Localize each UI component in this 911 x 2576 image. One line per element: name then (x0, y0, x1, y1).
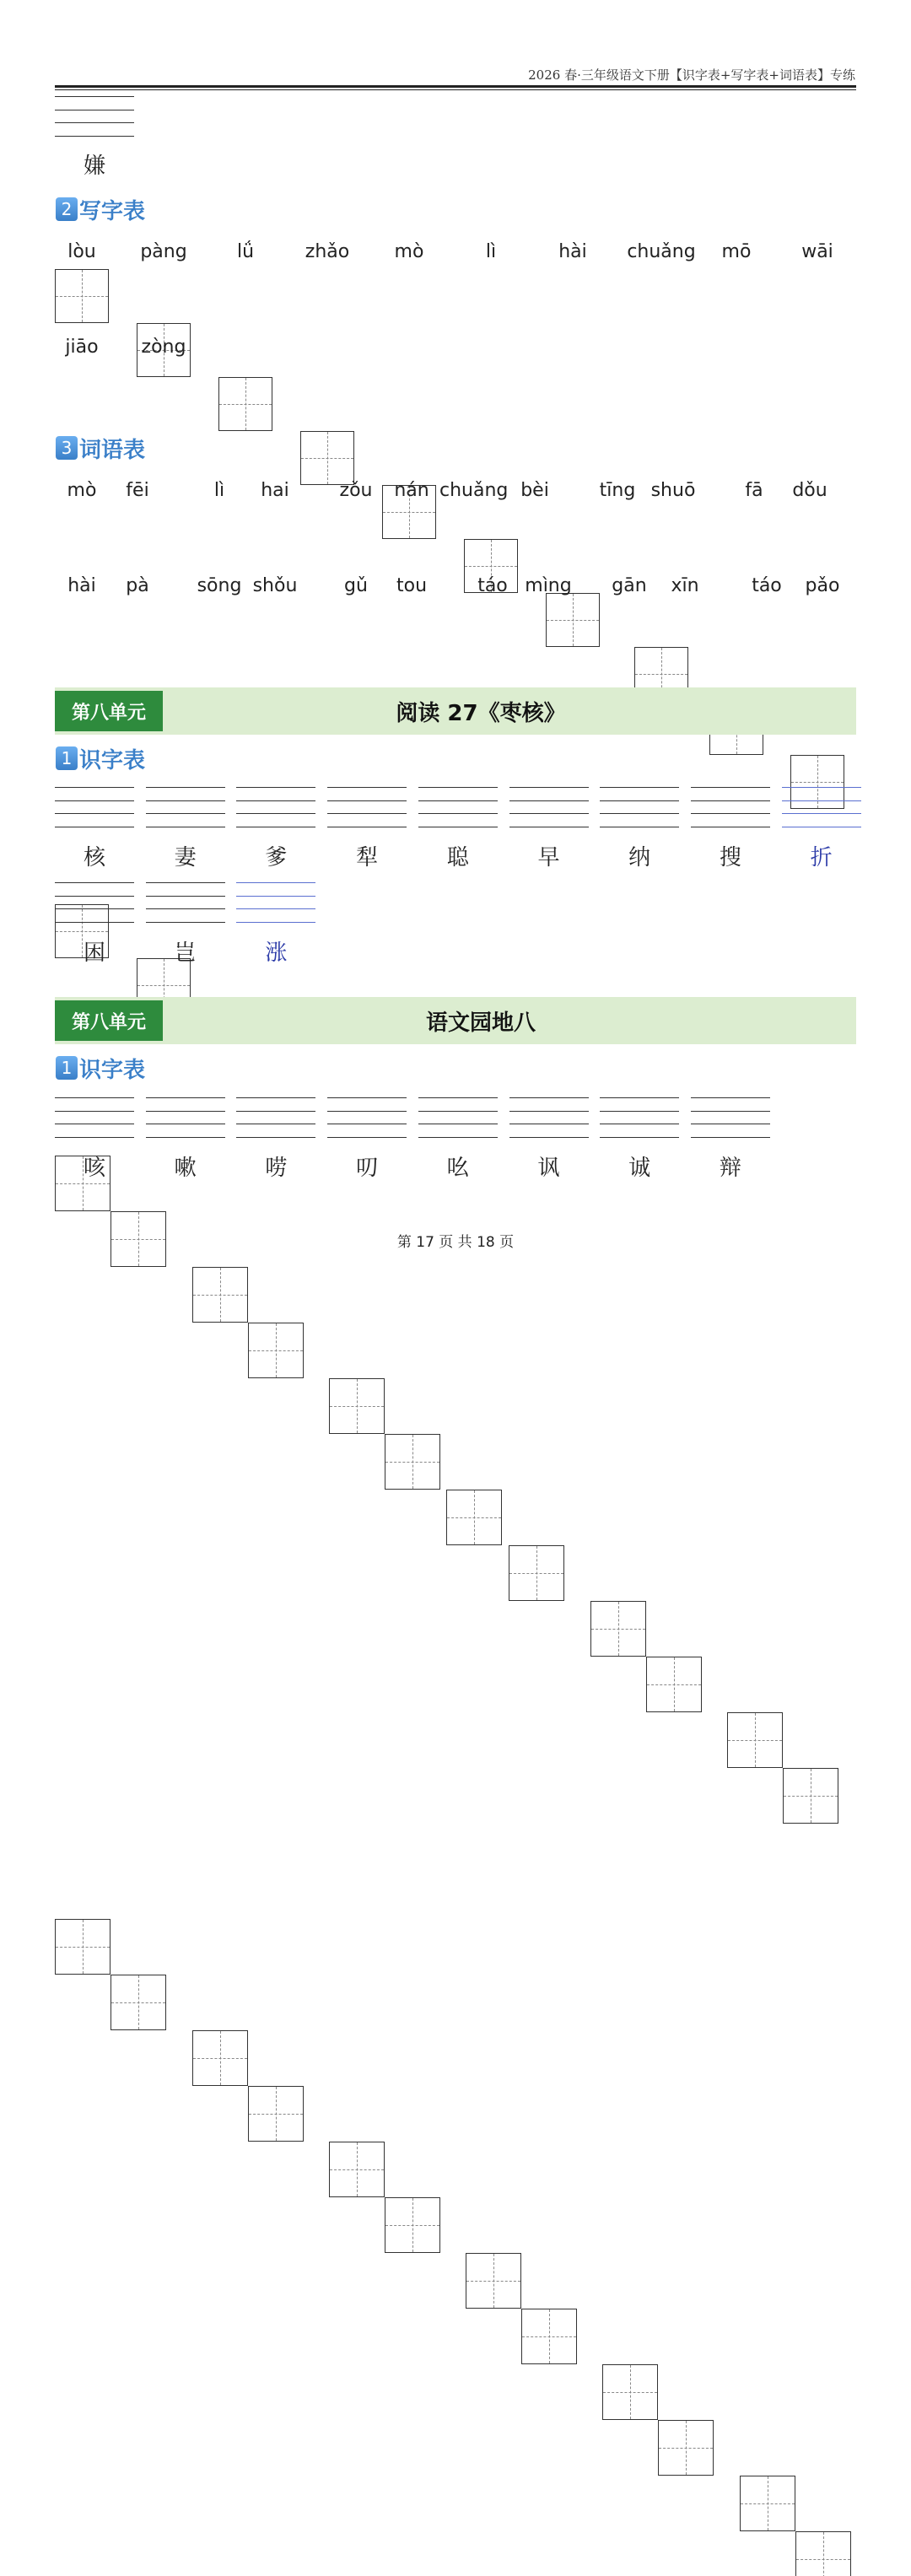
pinyin-label: lòu (67, 241, 96, 262)
pinyin-label: pàng (140, 241, 187, 262)
pinyin-label: hai (261, 480, 289, 501)
section-number-badge: 3 (56, 436, 78, 460)
pinyin-label: mò (67, 480, 97, 501)
writing-lines[interactable] (236, 787, 315, 827)
tianzi-box[interactable] (783, 1768, 838, 1824)
pinyin-label: pà (126, 575, 149, 596)
char-label: 叨 (356, 1156, 379, 1181)
header-rule (55, 85, 856, 88)
section-shizi-title (56, 1054, 145, 1081)
tianzi-box[interactable] (602, 2364, 658, 2420)
writing-lines[interactable] (327, 1097, 407, 1138)
char-label: 嗽 (174, 1156, 197, 1181)
section-label: 识字表 (79, 747, 146, 773)
char-label: 吆 (446, 1156, 469, 1181)
header-rule-thin (55, 89, 856, 90)
pinyin-label: sōng (197, 575, 242, 596)
pinyin-label: lì (485, 241, 497, 262)
tianzi-box[interactable] (55, 269, 109, 323)
section-label: 识字表 (79, 1057, 146, 1083)
section-number-badge: 1 (56, 1056, 78, 1080)
tianzi-box[interactable] (385, 2197, 440, 2253)
pinyin-label: jiāo (65, 337, 99, 358)
pinyin-label: hài (67, 575, 96, 596)
page-header: 2026 春·三年级语文下册【识字表+写字表+词语表】专练 (528, 67, 855, 83)
char-label: 爹 (265, 845, 288, 870)
pinyin-label: nán (394, 480, 429, 501)
pinyin-label: zǒu (339, 480, 373, 501)
writing-lines[interactable] (509, 787, 589, 827)
section-shizi-title (56, 745, 145, 772)
pinyin-label: hài (558, 241, 587, 262)
writing-lines[interactable] (146, 787, 225, 827)
tianzi-box[interactable] (385, 1434, 440, 1490)
tianzi-box[interactable] (329, 2142, 385, 2197)
char-label: 唠 (265, 1156, 288, 1181)
tianzi-box[interactable] (521, 2309, 577, 2364)
pinyin-label: táo (752, 575, 782, 596)
pinyin-label: tīng (599, 480, 636, 501)
pinyin-label: zòng (141, 337, 186, 358)
section-label: 词语表 (79, 437, 146, 463)
char-label: 纳 (628, 845, 651, 870)
tianzi-box[interactable] (509, 1545, 564, 1601)
pinyin-label: mō (721, 241, 752, 262)
tianzi-box[interactable] (192, 1267, 248, 1323)
tianzi-box[interactable] (446, 1490, 502, 1545)
pinyin-label: fā (745, 480, 763, 501)
writing-lines[interactable] (55, 787, 134, 827)
writing-lines[interactable] (236, 1097, 315, 1138)
tianzi-box[interactable] (546, 593, 600, 647)
tianzi-box[interactable] (727, 1712, 783, 1768)
unit-bar (55, 687, 856, 735)
pinyin-label: gǔ (344, 575, 368, 596)
pinyin-label: pǎo (805, 575, 840, 596)
pinyin-label: fēi (126, 480, 149, 501)
writing-lines[interactable] (600, 787, 679, 827)
tianzi-box[interactable] (111, 1975, 166, 2030)
pinyin-label: lì (213, 480, 225, 501)
writing-lines[interactable] (236, 882, 315, 923)
section-label: 写字表 (79, 198, 146, 224)
char-label: 岂 (174, 940, 197, 966)
tianzi-box[interactable] (795, 2531, 851, 2576)
char-label: 涨 (265, 940, 288, 966)
pinyin-label: gān (612, 575, 647, 596)
writing-lines (55, 96, 134, 137)
writing-lines[interactable] (327, 787, 407, 827)
tianzi-box[interactable] (329, 1378, 385, 1434)
tianzi-box[interactable] (300, 431, 354, 485)
writing-lines[interactable] (782, 787, 861, 827)
char-label: 嫌 (83, 154, 105, 179)
unit-bar (55, 997, 856, 1044)
tianzi-box[interactable] (658, 2420, 714, 2476)
char-label: 诚 (628, 1156, 651, 1181)
pinyin-label: xīn (671, 575, 699, 596)
page-footer: 第 17 页 共 18 页 (396, 1234, 515, 1251)
unit-title: 阅读 27《枣核》 (396, 700, 566, 726)
tianzi-box[interactable] (248, 2086, 304, 2142)
pinyin-label: shuō (650, 480, 696, 501)
writing-lines[interactable] (509, 1097, 589, 1138)
writing-lines[interactable] (418, 787, 498, 827)
pinyin-label: chuǎng (627, 241, 696, 262)
pinyin-label: chuǎng (439, 480, 509, 501)
unit-tag: 第八单元 (55, 1000, 163, 1041)
char-label: 咳 (83, 1156, 105, 1181)
char-label: 早 (537, 845, 560, 870)
writing-lines[interactable] (146, 882, 225, 923)
pinyin-label: wāi (801, 241, 833, 262)
writing-lines[interactable] (691, 787, 770, 827)
tianzi-box[interactable] (740, 2476, 795, 2531)
char-label: 犁 (356, 845, 379, 870)
tianzi-box[interactable] (55, 1919, 111, 1975)
char-label: 搜 (719, 845, 741, 870)
char-label: 困 (83, 940, 105, 966)
tianzi-box[interactable] (192, 2030, 248, 2086)
writing-lines[interactable] (146, 1097, 225, 1138)
tianzi-box[interactable] (218, 377, 272, 431)
pinyin-label: tou (396, 575, 428, 596)
char-label: 讽 (537, 1156, 560, 1181)
pinyin-label: táo (477, 575, 508, 596)
tianzi-box[interactable] (248, 1323, 304, 1378)
char-label: 妻 (174, 845, 197, 870)
writing-lines[interactable] (55, 882, 134, 923)
unit-tag: 第八单元 (55, 691, 163, 731)
char-label: 核 (83, 845, 105, 870)
writing-lines[interactable] (418, 1097, 498, 1138)
writing-lines[interactable] (600, 1097, 679, 1138)
pinyin-label: mò (394, 241, 424, 262)
char-label: 聪 (446, 845, 469, 870)
section-xiezi-title (56, 196, 145, 223)
writing-lines[interactable] (691, 1097, 770, 1138)
pinyin-label: lǘ (236, 241, 255, 262)
pinyin-label: bèi (520, 480, 549, 501)
pinyin-label: zhǎo (305, 241, 350, 262)
tianzi-box[interactable] (466, 2253, 521, 2309)
tianzi-box[interactable] (646, 1657, 702, 1712)
section-number-badge: 2 (56, 197, 78, 221)
char-label: 折 (810, 845, 833, 870)
writing-lines[interactable] (55, 1097, 134, 1138)
unit-title: 语文园地八 (425, 1010, 536, 1036)
pinyin-label: shǒu (252, 575, 298, 596)
tianzi-box[interactable] (590, 1601, 646, 1657)
pinyin-label: mìng (525, 575, 572, 596)
xiezi-grid (0, 0, 911, 648)
pinyin-label: dǒu (792, 480, 827, 501)
char-label: 辩 (719, 1156, 741, 1181)
section-ciyu-title (56, 434, 145, 461)
section-number-badge: 1 (56, 746, 78, 770)
